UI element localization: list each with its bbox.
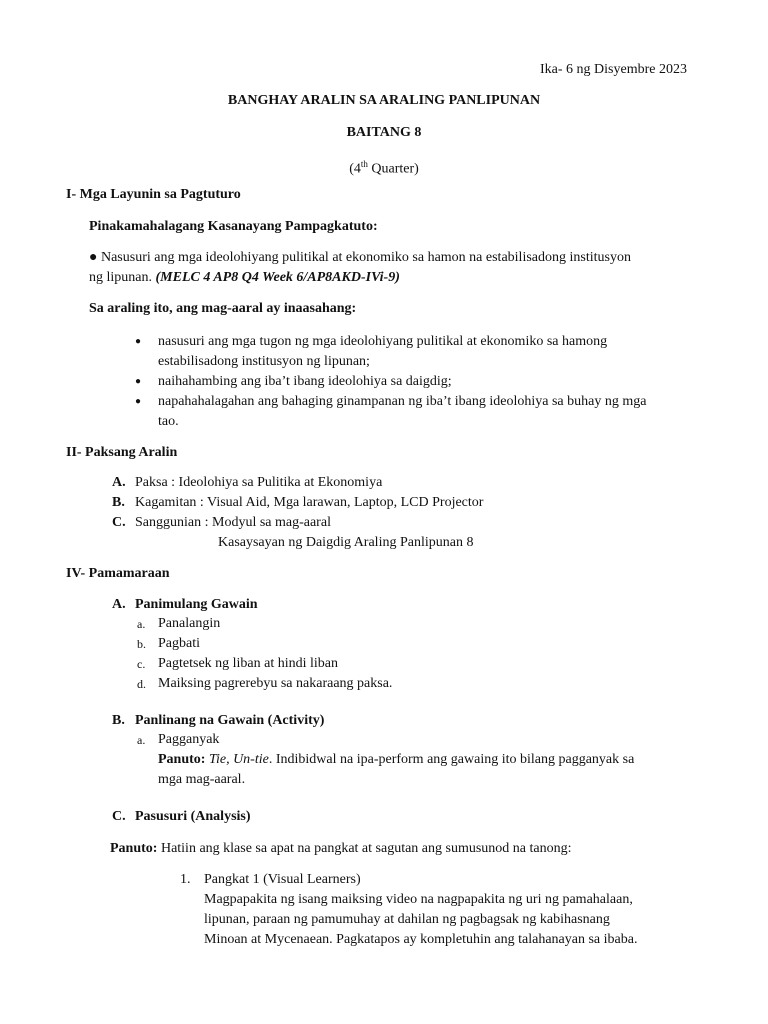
quarter-open: (4 (349, 161, 361, 177)
reference-text-line-2: Kasaysayan ng Daigdig Araling Panlipunan 8 (218, 535, 474, 550)
part-b-instruction-line-2: mga mag-aaral. (158, 772, 246, 787)
group-title: Pangkat 1 (Visual Learners) (204, 872, 361, 887)
objective-3-line-1: napahahalagahan ang bahaging ginampanan ng iba’t ibang ideolohiya sa buhay ng mga (158, 394, 647, 409)
part-a-item-letter: c. (137, 657, 146, 671)
materials-text: Kagamitan : Visual Aid, Mga larawan, Laptop, LCD Projector (135, 495, 484, 510)
expectations-heading: Sa araling ito, ang mag-aaral ay inaasahang: (89, 301, 357, 316)
part-a-item-letter: a. (137, 617, 146, 631)
part-a-letter: A. (112, 597, 126, 612)
bullet-icon: ● (135, 336, 142, 347)
group-number: 1. (180, 872, 191, 887)
activity-name: Tie, Un-tie (208, 752, 269, 767)
part-b-item-letter: a. (137, 733, 146, 747)
part-b-item-1: Pagganyak (158, 732, 220, 747)
part-b-title: Panlinang na Gawain (Activity) (135, 713, 325, 728)
group-description-line-1: Magpapakita ng isang maiksing video na nagpapakita ng uri ng pamahalaan, (204, 892, 633, 907)
part-b-instruction: Panuto: Tie, Un-tie. Indibidwal na ipa-perform ang gawaing ito bilang pagganyak sa (158, 752, 635, 767)
part-b-letter: B. (112, 713, 125, 728)
section-4-heading: IV- Pamamaraan (66, 566, 170, 581)
part-c-instruction: Panuto: Hatiin ang klase sa apat na pangkat at sagutan ang sumusunod na tanong: (110, 841, 572, 856)
section-1-heading: I- Mga Layunin sa Pagtuturo (66, 187, 241, 202)
materials-letter: B. (112, 495, 125, 510)
part-a-item-3: Pagtetsek ng liban at hindi liban (158, 656, 339, 671)
part-a-title: Panimulang Gawain (135, 597, 258, 612)
part-a-item-2: Pagbati (158, 636, 200, 651)
reference-letter: C. (112, 515, 126, 530)
quarter-label (0, 155, 768, 179)
objective-1-line-1: nasusuri ang mga tugon ng mga ideolohiyang pulitikal at ekonomiko sa hamong (158, 334, 608, 349)
document-title: BANGHAY ARALIN SA ARALING PANLIPUNAN (227, 93, 541, 108)
competency-line-1: ● Nasusuri ang mga ideolohiyang pulitikal at ekonomiko sa hamon na estabilisadong institusyon (89, 250, 631, 265)
part-c-title: Pasusuri (Analysis) (135, 809, 251, 824)
objective-2-line-1: naihahambing ang iba’t ibang ideolohiya sa daigdig; (158, 374, 452, 389)
group-description-line-2: lipunan, paraan ng pamumuhay at dahilan ng pagbagsak ng kabihasnang (204, 912, 610, 927)
bullet-icon: ● (135, 396, 142, 407)
quarter-close: Quarter) (367, 161, 419, 177)
reference-text: Sanggunian : Modyul sa mag-aaral (135, 515, 331, 530)
part-c-letter: C. (112, 809, 126, 824)
topic-text: Paksa : Ideolohiya sa Pulitika at Ekonomiya (135, 475, 383, 490)
objective-1-line-2: estabilisadong institusyon ng lipunan; (158, 354, 370, 369)
instruction-label: Panuto: (158, 752, 206, 767)
melc-code: (MELC 4 AP8 Q4 Week 6/AP8AKD-IVi-9) (155, 270, 400, 285)
part-a-item-letter: d. (137, 677, 146, 691)
part-a-item-letter: b. (137, 637, 146, 651)
instruction-label: Panuto: (110, 841, 158, 856)
topic-letter: A. (112, 475, 126, 490)
grade-level: BAITANG 8 (346, 125, 422, 140)
part-a-item-1: Panalangin (158, 616, 221, 631)
competency-line-2: ng lipunan. (MELC 4 AP8 Q4 Week 6/AP8AKD-IVi-9) (89, 270, 400, 285)
group-description-line-3: Minoan at Mycenaean. Pagkatapos ay kompletuhin ang talahanayan sa ibaba. (204, 932, 638, 947)
quarter-sup: th (360, 159, 368, 169)
document-date: Ika- 6 ng Disyembre 2023 (540, 62, 687, 77)
part-a-item-4: Maiksing pagrerebyu sa nakaraang paksa. (158, 676, 393, 691)
section-2-heading: II- Paksang Aralin (66, 445, 178, 460)
bullet-icon: ● (135, 376, 142, 387)
objective-3-line-2: tao. (158, 414, 179, 429)
competency-heading: Pinakamahalagang Kasanayang Pampagkatuto: (89, 219, 378, 234)
competency-bullet-icon: ● (89, 250, 98, 265)
